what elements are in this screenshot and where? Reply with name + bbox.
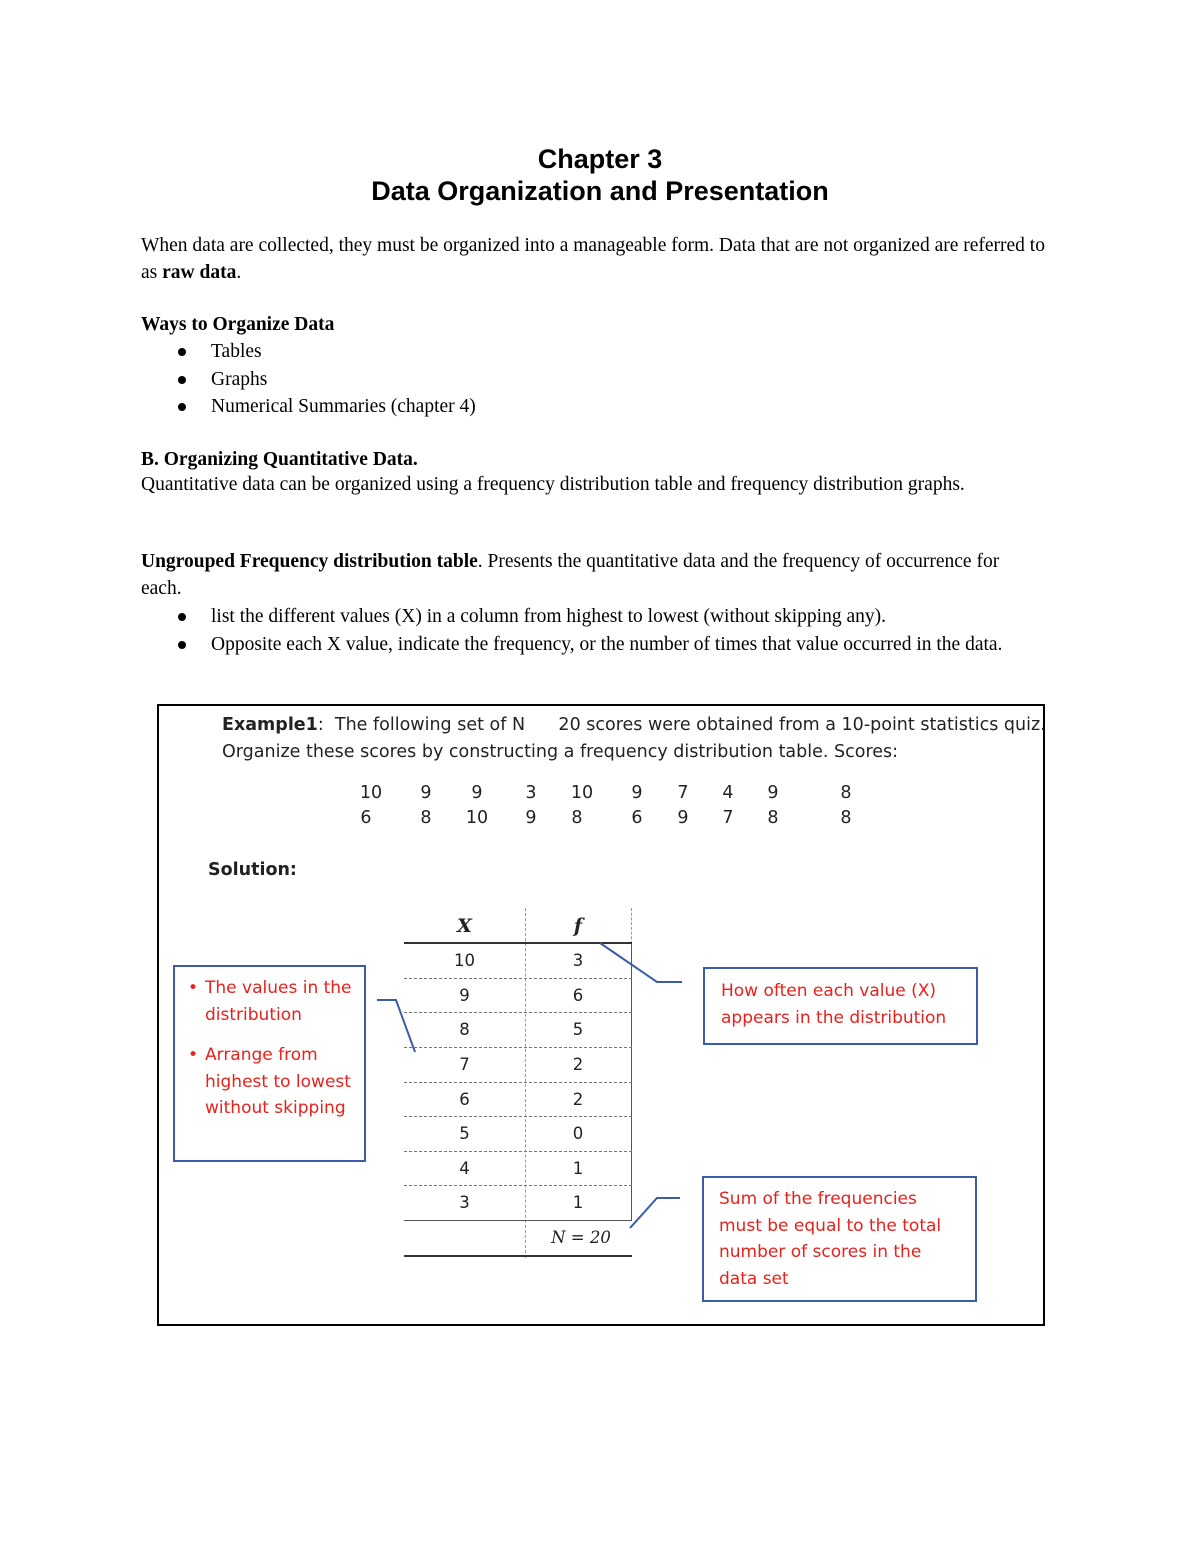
- total-n: N = 20: [551, 1228, 611, 1247]
- f-value: 1: [572, 1193, 584, 1212]
- score-value: 9: [677, 808, 689, 828]
- x-value: 7: [459, 1055, 470, 1074]
- list-item: Tables: [174, 338, 476, 366]
- f-value: 6: [572, 986, 584, 1005]
- score-value: 9: [471, 783, 483, 803]
- x-value: 10: [454, 951, 475, 970]
- score-value: 8: [767, 808, 779, 828]
- intro-end: .: [236, 262, 242, 283]
- f-value: 2: [572, 1090, 584, 1109]
- column-header-f: f: [573, 915, 583, 937]
- example-line-2: Organize these scores by constructing a frequency distribution table. Scores:: [222, 742, 899, 762]
- ungrouped-heading: Ungrouped Frequency distribution table: [141, 551, 478, 572]
- x-value: 6: [459, 1090, 470, 1109]
- f-value: 3: [572, 951, 584, 970]
- score-value: 8: [840, 783, 852, 803]
- x-value: 8: [459, 1020, 470, 1039]
- x-value: 3: [459, 1193, 470, 1212]
- column-header-x: X: [457, 915, 472, 937]
- score-value: 6: [631, 808, 643, 828]
- f-value: 0: [572, 1124, 584, 1143]
- score-value: 10: [359, 783, 383, 803]
- callout-text: Sum of the frequencies must be equal to the total number of scores in the data set: [719, 1189, 942, 1289]
- ungrouped-text: . Presents the quantitative data and the frequency of occurrence for each.: [141, 551, 1000, 599]
- callout-text: The values in the distribution: [205, 978, 352, 1025]
- x-value: 9: [459, 986, 470, 1005]
- values-callout: [173, 965, 366, 1162]
- score-value: 9: [767, 783, 779, 803]
- x-value: 4: [459, 1159, 470, 1178]
- score-value: 6: [360, 808, 372, 828]
- chapter-number: Chapter 3: [537, 144, 663, 174]
- bullet-icon: •: [188, 978, 199, 998]
- callout-bullet-values: [187, 975, 357, 1028]
- list-item: Opposite each X value, indicate the frequency, or the number of times that value occurred in the data.: [174, 631, 1054, 659]
- example-label: Example1: [222, 715, 318, 735]
- score-value: 3: [525, 783, 537, 803]
- score-value: 9: [631, 783, 643, 803]
- section-b-text: Quantitative data can be organized using a frequency distribution table and frequency distribution graphs.: [141, 474, 965, 495]
- solution-label: Solution:: [208, 860, 297, 880]
- top-right-connector: [600, 943, 682, 982]
- callout-text: How often each value (X) appears in the distribution: [721, 981, 947, 1028]
- page-title: Data Organization and Presentation: [371, 176, 829, 206]
- score-value: 9: [525, 808, 537, 828]
- section-b-heading: B. Organizing Quantitative Data.: [141, 449, 418, 470]
- raw-data-term: raw data: [162, 262, 237, 283]
- score-value: 7: [677, 783, 689, 803]
- f-value: 2: [572, 1055, 584, 1074]
- score-value: 8: [420, 808, 432, 828]
- score-value: 10: [465, 808, 489, 828]
- x-value: 5: [459, 1124, 470, 1143]
- example-intro: : The following set of N 20 scores were obtained from a 10-point statistics quiz.: [317, 715, 1046, 735]
- callout-bullet-arrange: [187, 1042, 357, 1122]
- score-value: 4: [722, 783, 734, 803]
- f-value: 1: [572, 1159, 584, 1178]
- sum-callout: [702, 1176, 977, 1302]
- left-connector: [377, 1000, 415, 1052]
- score-value: 7: [722, 808, 734, 828]
- intro-text: When data are collected, they must be organized into a manageable form. Data that are not organized are referred to as: [141, 235, 1045, 283]
- score-value: 9: [420, 783, 432, 803]
- bullet-icon: •: [188, 1045, 199, 1065]
- bottom-right-connector: [630, 1198, 680, 1228]
- frequency-callout: [703, 967, 978, 1045]
- score-value: 8: [840, 808, 852, 828]
- list-item: Graphs: [174, 366, 476, 394]
- f-value: 5: [572, 1020, 584, 1039]
- score-value: 10: [570, 783, 594, 803]
- list-item: list the different values (X) in a column from highest to lowest (without skipping any).: [174, 603, 1054, 631]
- callout-text: Arrange from highest to lowest without skipping: [205, 1045, 351, 1118]
- ways-heading: Ways to Organize Data: [141, 314, 335, 335]
- list-item: Numerical Summaries (chapter 4): [174, 393, 476, 421]
- score-value: 8: [571, 808, 583, 828]
